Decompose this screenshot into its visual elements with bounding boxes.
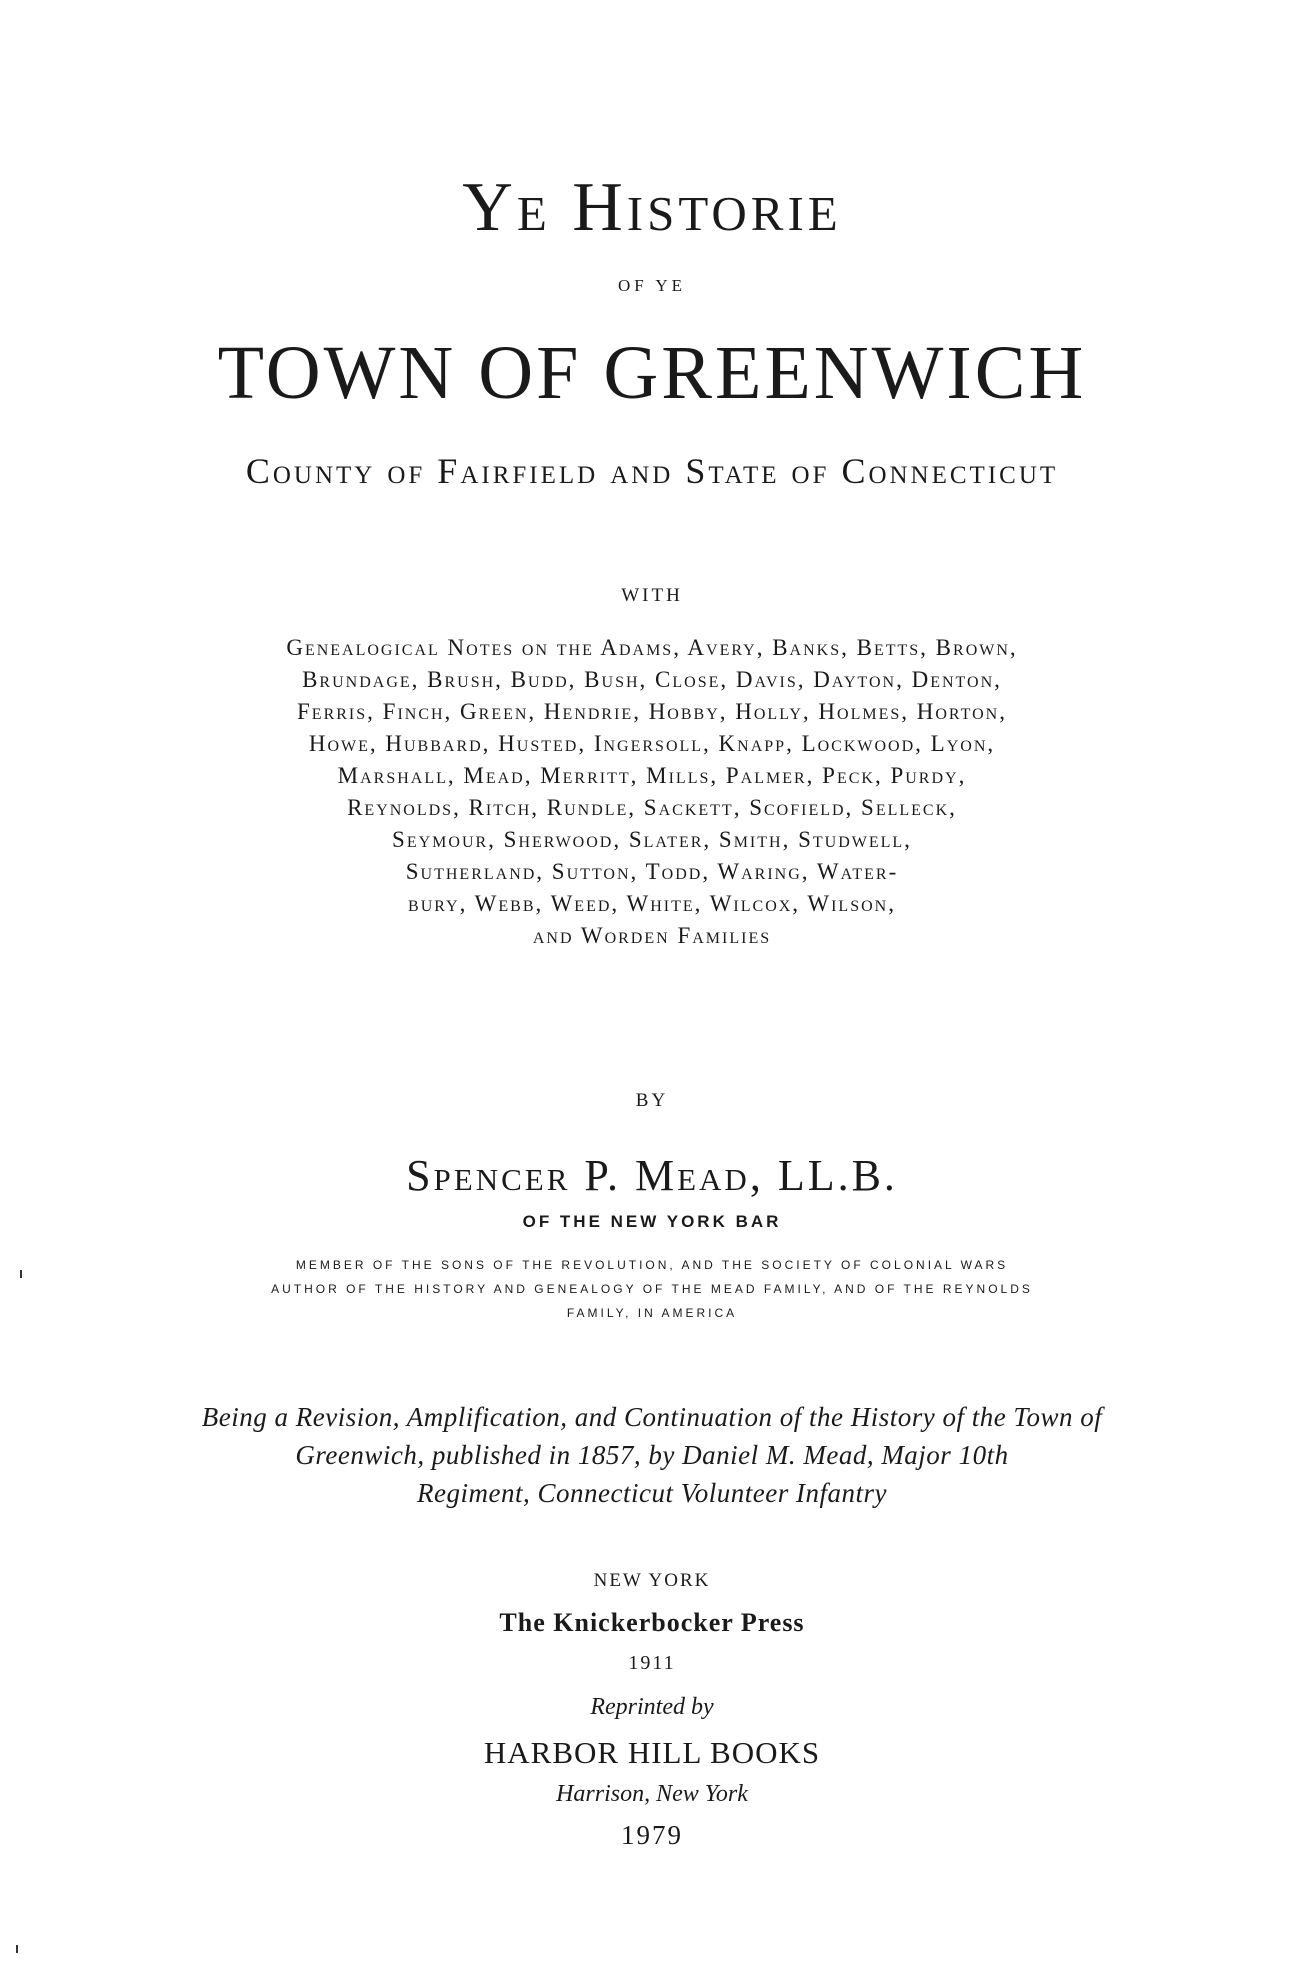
families-line: Brundage, Brush, Budd, Bush, Close, Davis, Dayton, Denton, (302, 667, 1002, 692)
families-line: Sutherland, Sutton, Todd, Waring, Water- (405, 859, 899, 884)
title-county-state: County of Fairfield and State of Connecticut (245, 451, 1059, 491)
description-line: Being a Revision, Amplification, and Continuation of the History of the Town of (201, 1402, 1103, 1432)
by-label: BY (635, 1090, 669, 1111)
author-credit-line: FAMILY, IN AMERICA (566, 1306, 738, 1320)
publisher-year: 1911 (628, 1652, 676, 1674)
description-line: Regiment, Connecticut Volunteer Infantry (417, 1478, 887, 1508)
author-credit-line: MEMBER OF THE SONS OF THE REVOLUTION, AND THE SOCIETY OF COLONIAL WARS (295, 1258, 1009, 1272)
author-name: Spencer P. Mead, LL.B. (406, 1151, 898, 1200)
publisher-press: The Knickerbocker Press (499, 1608, 805, 1637)
author-credit-line: AUTHOR OF THE HISTORY AND GENEALOGY OF THE MEAD FAMILY, AND OF THE REYNOLDS (271, 1282, 1033, 1296)
families-line: Howe, Hubbard, Husted, Ingersoll, Knapp, Lockwood, Lyon, (308, 731, 996, 756)
families-line: Genealogical Notes on the Adams, Avery, Banks, Betts, Brown, (286, 635, 1018, 660)
reprint-place: Harrison, New York (556, 1781, 748, 1807)
with-label: WITH (621, 585, 683, 606)
families-line: Ferris, Finch, Green, Hendrie, Hobby, Holly, Holmes, Horton, (297, 699, 1007, 724)
reprint-publisher: HARBOR HILL BOOKS (483, 1735, 821, 1770)
publisher-city: NEW YORK (593, 1570, 711, 1591)
scan-speck (20, 1270, 22, 1278)
title-ye-historie: Ye Historie (462, 169, 842, 246)
title-of-ye: OF YE (617, 276, 686, 295)
families-line: Seymour, Sherwood, Slater, Smith, Studwell, (392, 827, 912, 852)
reprint-label: Reprinted by (590, 1694, 714, 1720)
families-line: and Worden Families (532, 923, 772, 948)
families-line: bury, Webb, Weed, White, Wilcox, Wilson, (408, 891, 896, 916)
families-line: Reynolds, Ritch, Rundle, Sackett, Scofield, Selleck, (347, 795, 957, 820)
families-line: Marshall, Mead, Merritt, Mills, Palmer, Peck, Purdy, (337, 763, 967, 788)
description-line: Greenwich, published in 1857, by Daniel M. Mead, Major 10th (295, 1440, 1009, 1470)
reprint-year: 1979 (621, 1820, 683, 1850)
scan-speck (16, 1945, 18, 1953)
title-town-of-greenwich: TOWN OF GREENWICH (217, 331, 1087, 415)
author-bar-affiliation: OF THE NEW YORK BAR (522, 1212, 782, 1231)
